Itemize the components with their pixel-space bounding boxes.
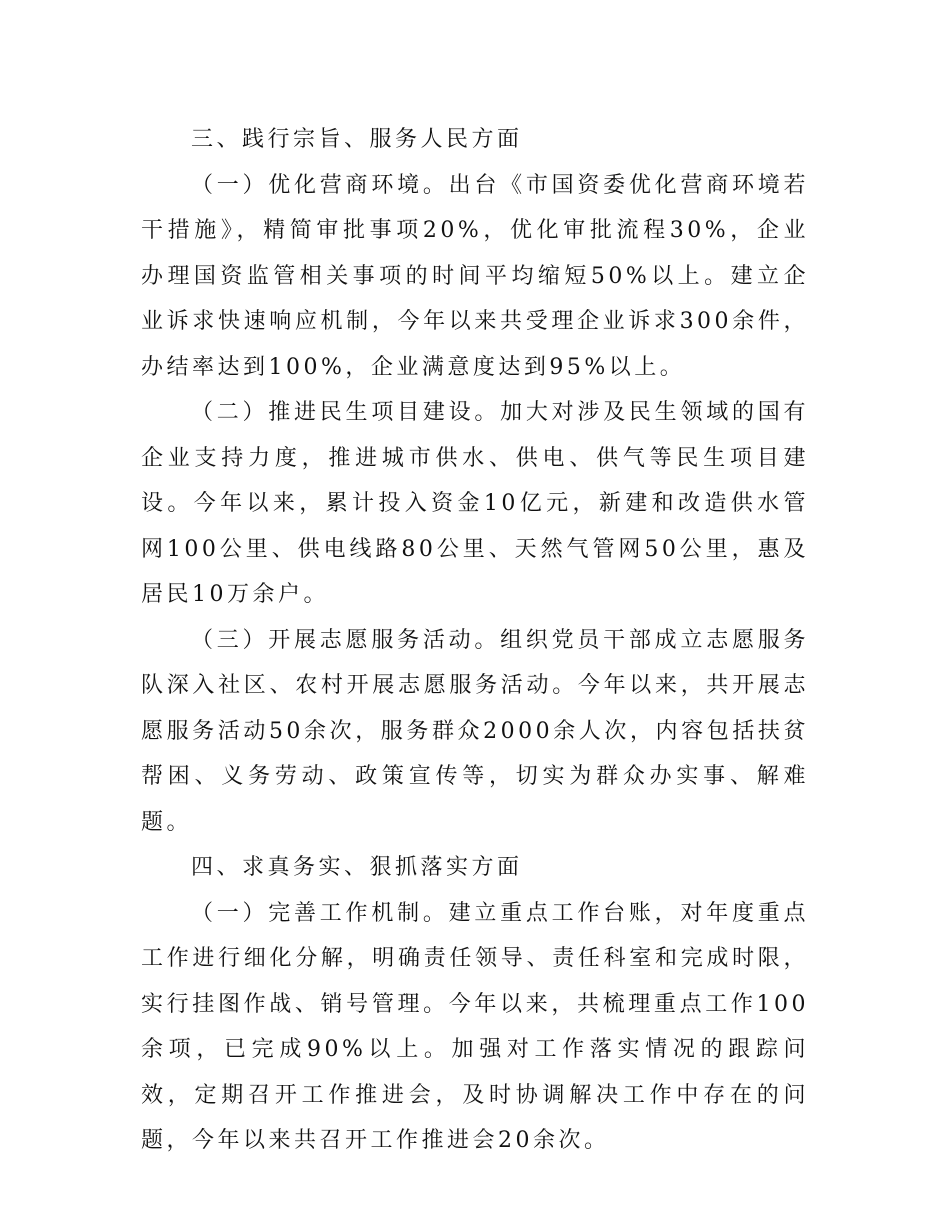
paragraph-optimize-business-environment: （一）优化营商环境。出台《市国资委优化营商环境若干措施》，精简审批事项20%，优化审批流程30%，企业办理国资监管相关事项的时间平均缩短50%以上。建立企业诉求快速响应机制，今年以来共受理企业诉求300余件，办结率达到100%，企业满意度达到95%以上。 xyxy=(141,172,809,380)
section-heading-4: 四、求真务实、狠抓落实方面 xyxy=(191,855,523,880)
paragraph-work-mechanism: （一）完善工作机制。建立重点工作台账，对年度重点工作进行细化分解，明确责任领导、责任科室和完成时限，实行挂图作战、销号管理。今年以来，共梳理重点工作100余项，已完成90%以上。加强对工作落实情况的跟踪问效，定期召开工作推进会，及时协调解决工作中存在的问题，今年以来共召开工作推进会20余次。 xyxy=(141,900,809,1153)
section-heading-3: 三、践行宗旨、服务人民方面 xyxy=(191,127,523,152)
paragraph-volunteer-service: （三）开展志愿服务活动。组织党员干部成立志愿服务队深入社区、农村开展志愿服务活动。今年以来，共开展志愿服务活动50余次，服务群众2000余人次，内容包括扶贫帮困、义务劳动、政策宣传等，切实为群众办实事、解难题。 xyxy=(141,627,809,835)
document-body xyxy=(141,117,809,1164)
paragraph-livelihood-projects: （二）推进民生项目建设。加大对涉及民生领域的国有企业支持力度，推进城市供水、供电、供气等民生项目建设。今年以来，累计投入资金10亿元，新建和改造供水管网100公里、供电线路80公里、天然气管网50公里，惠及居民10万余户。 xyxy=(141,400,809,607)
